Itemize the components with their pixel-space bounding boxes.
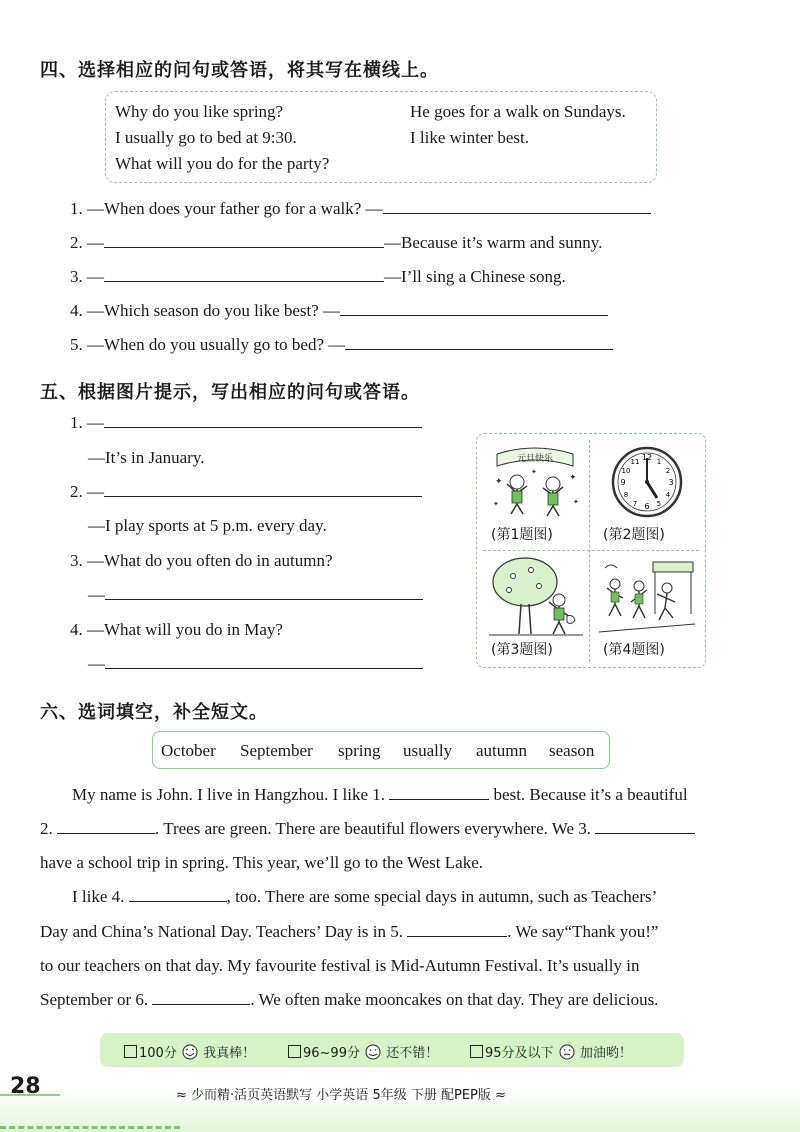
- s5-item-2-answer: —I play sports at 5 p.m. every day.: [88, 516, 327, 535]
- svg-text:4: 4: [665, 491, 671, 499]
- laughing-face-icon: [181, 1044, 199, 1060]
- svg-text:12: 12: [641, 453, 653, 462]
- answer-blank[interactable]: [105, 585, 423, 600]
- section-5-title: 五、根据图片提示，写出相应的问句或答语。: [40, 382, 420, 403]
- praise-label: 还不错！: [386, 1046, 439, 1061]
- blank-4[interactable]: [129, 887, 227, 902]
- s5-item-3-a: [88, 585, 423, 605]
- svg-text:✦: ✦: [493, 500, 499, 508]
- blank-3[interactable]: [595, 819, 695, 834]
- apple-tree-icon: [483, 554, 587, 638]
- wave-icon: ≈: [495, 1088, 506, 1103]
- book-info: [176, 1084, 506, 1103]
- checkbox-icon: [124, 1045, 137, 1058]
- checkbox-icon: [470, 1045, 483, 1058]
- caption-3: (第3题图): [491, 642, 553, 658]
- passage-text: , too. There are some special days in autumn, such as Teachers’: [226, 887, 658, 906]
- answer-blank[interactable]: [383, 199, 651, 214]
- panel-divider-h: [483, 550, 699, 551]
- score-band: [100, 1033, 684, 1067]
- s5-item-3-dash: —: [88, 585, 105, 604]
- svg-text:7: 7: [632, 500, 638, 508]
- svg-text:3: 3: [668, 478, 674, 487]
- s4-item-1-question: 1. —When does your father go for a walk? —: [70, 199, 383, 218]
- svg-text:8: 8: [623, 491, 629, 499]
- passage-line-2: [40, 819, 695, 839]
- svg-text:6: 6: [644, 502, 650, 511]
- passage-text: My name is John. I live in Hangzhou. I like 1.: [72, 785, 386, 804]
- option-4: I like winter best.: [410, 128, 529, 147]
- answer-blank[interactable]: [345, 335, 613, 350]
- blank-2[interactable]: [57, 819, 155, 834]
- svg-text:✦: ✦: [569, 472, 577, 482]
- cheer-face-icon: [558, 1044, 576, 1060]
- s4-item-5-question: 5. —When do you usually go to bed? —: [70, 335, 346, 354]
- passage-text: . Trees are green. There are beautiful flowers everywhere. We 3.: [155, 819, 592, 838]
- picture-1: [483, 440, 587, 522]
- praise-label: 加油哟！: [579, 1046, 632, 1061]
- s4-item-2: [70, 233, 602, 253]
- picture-4: [595, 554, 699, 638]
- score-label: 95分及以下: [485, 1046, 554, 1061]
- s4-item-3-answer: —I’ll sing a Chinese song.: [384, 267, 566, 286]
- answer-blank[interactable]: [340, 301, 608, 316]
- passage-text: Day and China’s National Day. Teachers’ Day is in 5.: [40, 922, 403, 941]
- answer-blank[interactable]: [104, 413, 422, 428]
- answer-blank[interactable]: [105, 654, 423, 669]
- section-4-title: 四、选择相应的问句或答语，将其写在横线上。: [40, 60, 439, 81]
- picture-panel: [476, 433, 706, 668]
- s5-item-4-question: 4. —What will you do in May?: [70, 620, 283, 639]
- svg-text:10: 10: [621, 467, 631, 475]
- word-october: October: [161, 741, 216, 760]
- svg-text:11: 11: [630, 458, 640, 466]
- s4-item-5: [70, 335, 613, 355]
- passage-text: I like 4.: [72, 887, 125, 906]
- sports-race-icon: [595, 554, 699, 638]
- s5-item-4-dash: —: [88, 654, 105, 673]
- word-september: September: [240, 741, 313, 760]
- passage-line-5: [40, 922, 658, 942]
- s5-item-4-a: [88, 654, 423, 674]
- s4-item-4: [70, 301, 608, 321]
- word-spring: spring: [338, 741, 381, 760]
- s4-item-1: [70, 199, 651, 219]
- svg-text:✦: ✦: [495, 476, 503, 486]
- passage-line-3: have a school trip in spring. This year, we’ll go to the West Lake.: [40, 853, 483, 872]
- option-2: He goes for a walk on Sundays.: [410, 102, 626, 121]
- s4-item-3: [70, 267, 566, 287]
- score-option-2[interactable]: [288, 1042, 438, 1061]
- passage-line-4: [72, 887, 657, 907]
- blank-6[interactable]: [152, 990, 250, 1005]
- passage-text: September or 6.: [40, 990, 149, 1009]
- s5-item-1-q: [70, 413, 422, 433]
- score-label: 100分: [139, 1046, 177, 1061]
- s5-item-1-number: 1. —: [70, 413, 104, 432]
- s5-item-1-answer: —It’s in January.: [88, 448, 205, 467]
- answer-blank[interactable]: [104, 233, 384, 248]
- footer-decor-dash: [0, 1126, 180, 1129]
- clock-icon: [595, 440, 699, 522]
- svg-text:2: 2: [665, 467, 671, 475]
- caption-2: (第2题图): [603, 527, 665, 543]
- svg-text:1: 1: [656, 458, 662, 466]
- passage-text: . We often make mooncakes on that day. They are delicious.: [250, 990, 659, 1009]
- caption-4: (第4题图): [603, 642, 665, 658]
- banner-text: 元旦快乐: [516, 454, 554, 464]
- s4-item-3-number: 3. —: [70, 267, 104, 286]
- passage-text: . We say“Thank you!”: [507, 922, 659, 941]
- panel-divider-v: [589, 440, 590, 662]
- svg-text:✦: ✦: [573, 498, 579, 506]
- s4-item-2-answer: —Because it’s warm and sunny.: [384, 233, 603, 252]
- passage-line-7: [40, 990, 658, 1010]
- s4-item-2-number: 2. —: [70, 233, 104, 252]
- blank-5[interactable]: [407, 922, 507, 937]
- passage-text: 2.: [40, 819, 53, 838]
- svg-text:✦: ✦: [531, 468, 537, 476]
- answer-blank[interactable]: [104, 267, 384, 282]
- passage-text: best. Because it’s a beautiful: [493, 785, 688, 804]
- praise-label: 我真棒！: [203, 1046, 256, 1061]
- answer-blank[interactable]: [104, 482, 422, 497]
- checkbox-icon: [288, 1045, 301, 1058]
- s5-item-2-q: [70, 482, 422, 502]
- section-6-title: 六、选词填空，补全短文。: [40, 702, 268, 723]
- wave-icon: ≈: [176, 1088, 187, 1103]
- option-5: What will you do for the party?: [115, 154, 330, 173]
- passage-line-6: to our teachers on that day. My favourite festival is Mid-Autumn Festival. It’s usually in: [40, 956, 640, 975]
- s5-item-2-number: 2. —: [70, 482, 104, 501]
- score-label: 96~99分: [303, 1046, 360, 1061]
- blank-1[interactable]: [389, 785, 489, 800]
- option-1: Why do you like spring?: [115, 102, 284, 121]
- score-option-1[interactable]: [124, 1042, 255, 1061]
- svg-text:5: 5: [656, 500, 662, 508]
- word-bank: [152, 731, 610, 769]
- option-3: I usually go to bed at 9:30.: [115, 128, 297, 147]
- s4-item-4-question: 4. —Which season do you like best? —: [70, 301, 341, 320]
- s5-item-3-question: 3. —What do you often do in autumn?: [70, 551, 333, 570]
- svg-text:9: 9: [620, 478, 626, 487]
- caption-1: (第1题图): [491, 527, 553, 543]
- smile-face-icon: [364, 1044, 382, 1060]
- new-year-kids-icon: [483, 440, 587, 522]
- picture-2: [595, 440, 699, 522]
- word-season: season: [549, 741, 595, 760]
- book-info-text: 少而精·活页英语默写 小学英语 5年级 下册 配PEP版: [191, 1088, 491, 1103]
- page-number: 28: [10, 1074, 41, 1099]
- word-autumn: autumn: [476, 741, 527, 760]
- word-usually: usually: [403, 741, 453, 760]
- passage-line-1: [72, 785, 688, 805]
- picture-3: [483, 554, 587, 638]
- options-box: [105, 91, 657, 183]
- score-option-3[interactable]: [470, 1042, 632, 1061]
